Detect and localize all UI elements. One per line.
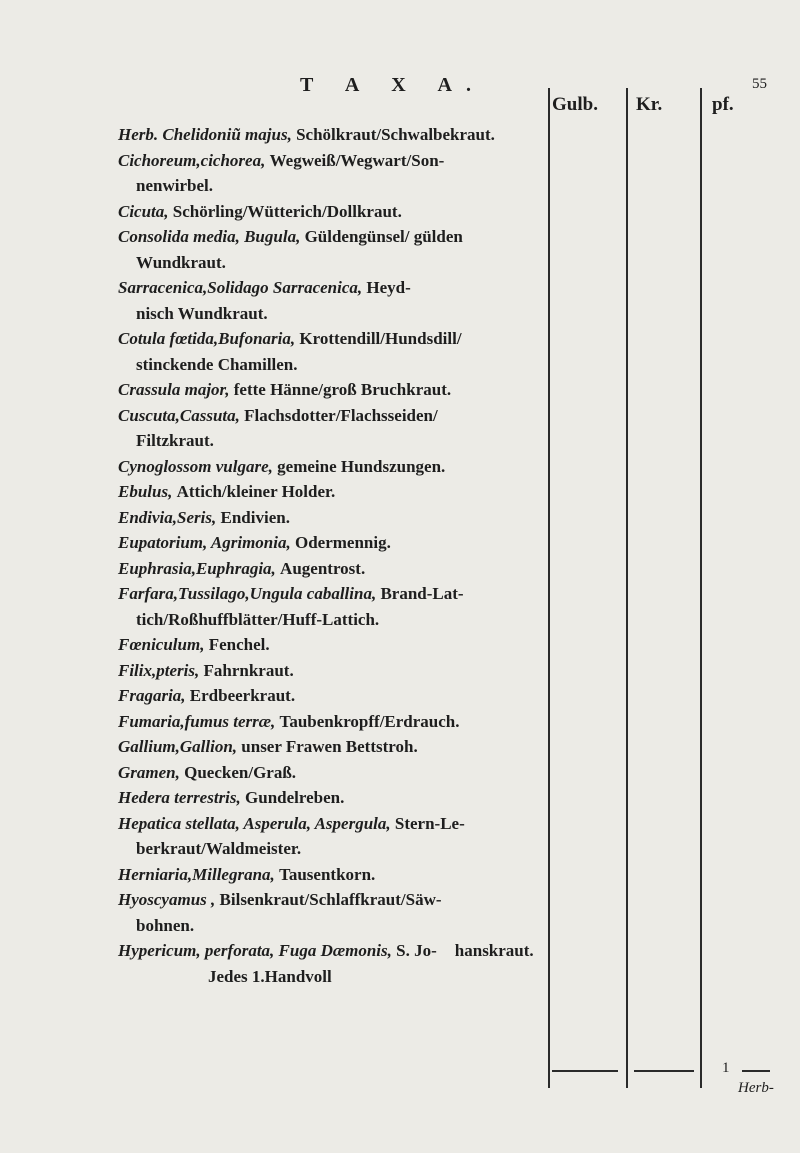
total-rule-kreuzer [634,1070,694,1072]
herb-entry [118,632,548,658]
herb-german-name: Krottendill/Hundsdill/ [299,329,462,348]
herb-entry [118,122,548,148]
herb-german-name: Erdbeerkraut. [189,686,296,705]
herb-german-continuation: Wundkraut. [136,252,226,272]
herb-latin-name: Hyoscyamus , [118,890,220,909]
herb-latin-name: Gramen, [118,762,185,782]
herb-latin-name: Eupatorium, Agrimonia, [118,533,295,552]
herb-german-name: Taubenkropff/Erdrauch. [279,711,460,731]
herb-latin-name: Farfara,Tussilago,Ungula caballina, [118,584,381,603]
herb-latin-name: Hypericum, perforata, Fuga Dæmonis, [118,941,397,960]
herb-entry [118,785,548,811]
herb-latin-name: Fragaria, [118,686,190,705]
herb-entry [118,377,548,403]
herb-german-name: Quecken/Graß. [184,762,297,782]
herb-entry [118,148,548,199]
herb-german-name: Schörling/Wütterich/Dollkraut. [172,201,402,221]
total-rule-pfennig [742,1070,770,1072]
catchword: Herb- [738,1080,774,1096]
herb-latin-name: Gallium,Gallion, [118,737,242,756]
herb-latin-name: Euphrasia,Euphragia, [118,558,281,578]
herb-german-continuation: Filtzkraut. [136,431,214,450]
herb-entry [118,326,548,377]
column-rule-middle [626,88,628,1088]
column-header-pfennig: pf. [712,94,734,115]
herb-latin-name: Hepatica stellata, Asperula, Aspergula, [118,813,395,833]
herb-german-name: Gundelreben. [245,788,345,807]
herb-latin-name: Herb. Chelidoniũ majus, [118,125,297,144]
herb-german-name: S. Jo- [396,941,437,960]
herb-german-name: Endivien. [220,507,290,527]
herb-german-continuation: tich/Roßhuffblätter/Huff-Lattich. [136,609,380,629]
herb-german-name: Fenchel. [208,635,270,654]
herb-german-name: Stern-Le- [394,813,465,833]
herb-latin-name: Cuscuta,Cassuta, [118,405,245,425]
herb-entry [118,479,548,505]
herb-entry [118,658,548,684]
price-pfennig: 1 [722,1060,730,1076]
herb-entry [118,530,548,556]
herb-german-name: Attich/kleiner Holder. [176,482,336,501]
herb-latin-name: Ebulus, [118,482,177,501]
herb-german-name: Augentrost. [280,558,366,578]
herb-german-name: Odermennig. [294,533,391,552]
herb-entry [118,556,548,582]
herb-german-continuation: nenwirbel. [136,176,213,195]
herb-entry [118,811,548,862]
herb-entry [118,887,548,938]
herb-entry [118,581,548,632]
herb-latin-name: Filix,pteris, [118,660,204,680]
herb-german-name: Tausentkorn. [279,864,376,884]
herb-german-continuation: berkraut/Waldmeister. [136,839,302,858]
column-header-kreuzer: Kr. [636,94,663,115]
herb-german-name: Bilsenkraut/Schlaffkraut/Säw- [219,890,442,909]
herb-entry [118,760,548,786]
herb-latin-name: Cotula fœtida,Bufonaria, [118,329,300,348]
herb-entry [118,199,548,225]
herb-entry [118,454,548,480]
entry-list [118,122,548,989]
herb-latin-name: Sarracenica,Solidago Sarracenica, [118,278,367,297]
total-rule-gulden [552,1070,618,1072]
herb-latin-name: Fœniculum, [118,635,209,654]
herb-entry [118,224,548,275]
herb-german-continuation: stinckende Chamillen. [136,354,298,374]
herb-entry [118,403,548,454]
herb-german-continuation: nisch Wundkraut. [136,303,268,323]
herb-german-continuation: bohnen. [136,915,195,935]
herb-entry [118,683,548,709]
herb-german-name: Fahrnkraut. [203,660,294,680]
herb-entry [118,505,548,531]
herb-latin-name: Cichoreum,cichorea, [118,150,270,170]
herb-german-name: Brand-Lat- [380,584,464,603]
herb-latin-name: Hedera terrestris, [118,788,246,807]
herb-german-name: Flachsdotter/Flachsseiden/ [244,405,438,425]
herb-entry [118,275,548,326]
column-header-gulden: Gulb. [552,94,598,115]
quantity-note: Jedes 1.Handvoll [208,966,332,986]
herb-german-name: Güldengünsel/ gülden [304,227,463,246]
herb-entry [118,709,548,735]
page-number: 55 [752,76,767,92]
column-rule-left [548,88,550,1088]
page-title: T A X A. [300,74,485,96]
herb-german-continuation: hanskraut. [454,941,534,960]
herb-entry [118,938,548,989]
herb-latin-name: Cynoglossom vulgare, [118,456,278,476]
herb-latin-name: Fumaria,fumus terræ, [118,711,280,731]
herb-latin-name: Consolida media, Bugula, [118,227,305,246]
herb-german-name: Heyd- [366,278,411,297]
herb-german-name: unser Frawen Bettstroh. [241,737,418,756]
herb-entry [118,734,548,760]
herb-german-name: gemeine Hundszungen. [277,456,446,476]
herb-german-name: fette Hänne/groß Bruchkraut. [233,380,452,399]
column-rule-right [700,88,702,1088]
herb-german-name: Wegweiß/Wegwart/Son- [269,150,445,170]
herb-latin-name: Crassula major, [118,380,234,399]
herb-latin-name: Cicuta, [118,201,173,221]
herb-latin-name: Endivia,Seris, [118,507,221,527]
herb-latin-name: Herniaria,Millegrana, [118,864,280,884]
herb-german-name: Schölkraut/Schwalbekraut. [296,125,495,144]
herb-entry [118,862,548,888]
